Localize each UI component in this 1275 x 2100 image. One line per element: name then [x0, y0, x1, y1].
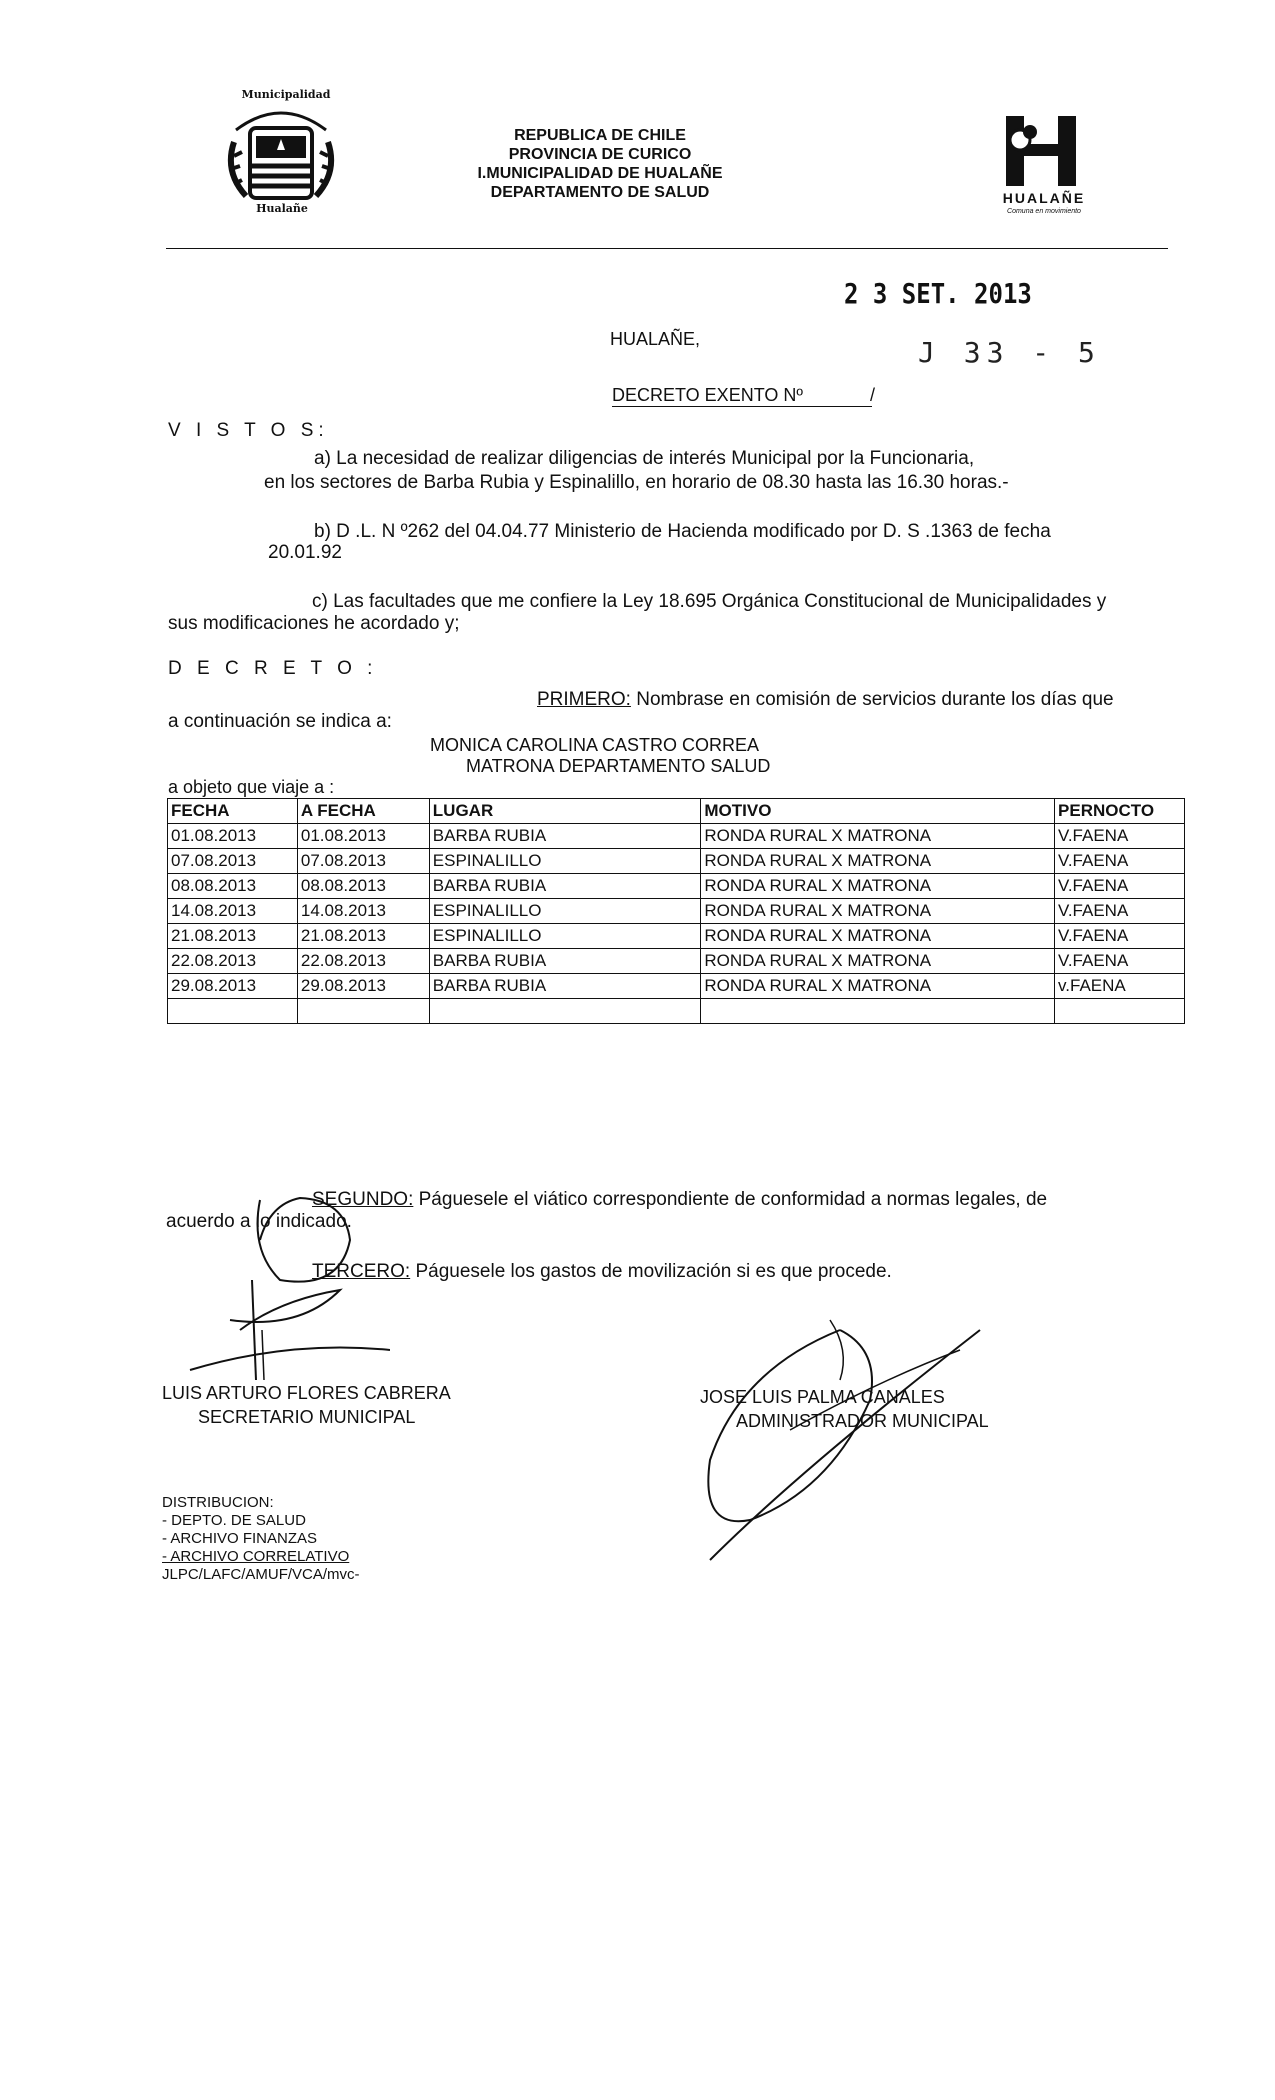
table-row: [168, 874, 1185, 899]
seal-text-top: Municipalidad: [241, 88, 331, 101]
date-stamp: 2 3 SET. 2013: [844, 277, 1032, 311]
col-header-a-fecha: A FECHA: [297, 799, 429, 824]
cell-motivo: RONDA RURAL X MATRONA: [701, 824, 1055, 849]
cell-motivo: RONDA RURAL X MATRONA: [701, 924, 1055, 949]
header-line-4: DEPARTAMENTO DE SALUD: [490, 184, 710, 201]
table-row-empty: [168, 999, 1185, 1024]
header-line-1: REPUBLICA DE CHILE: [514, 127, 686, 144]
decree-label-row: [612, 384, 876, 407]
vistos-c-line2: sus modificaciones he acordado y;: [168, 613, 460, 634]
table-row: [168, 824, 1185, 849]
cell-lugar: BARBA RUBIA: [429, 874, 701, 899]
segundo-text: Páguesele el viático correspondiente de conformidad a normas legales, de: [413, 1189, 1048, 1210]
cell-pernocto: [1055, 999, 1185, 1024]
place-label: HUALAÑE,: [610, 329, 701, 349]
primero-line: [537, 688, 1114, 711]
primero-line2: a continuación se indica a:: [168, 711, 392, 732]
objeto-line: a objeto que viaje a :: [168, 777, 335, 797]
cell-a-fecha: 22.08.2013: [297, 949, 429, 974]
cell-fecha: 29.08.2013: [168, 974, 298, 999]
right-signature-scribble: [680, 1310, 1000, 1570]
cell-a-fecha: 07.08.2013: [297, 849, 429, 874]
cell-motivo: RONDA RURAL X MATRONA: [701, 949, 1055, 974]
table-row: [168, 924, 1185, 949]
left-signature-scribble: [130, 1180, 390, 1380]
cell-lugar: ESPINALILLO: [429, 924, 701, 949]
cell-lugar: ESPINALILLO: [429, 849, 701, 874]
cell-a-fecha: 01.08.2013: [297, 824, 429, 849]
table-row: [168, 899, 1185, 924]
vistos-b-line2: 20.01.92: [268, 542, 342, 563]
right-signer-title: ADMINISTRADOR MUNICIPAL: [736, 1411, 989, 1431]
commission-table: [167, 798, 1185, 1024]
cell-fecha: 01.08.2013: [168, 824, 298, 849]
vistos-a-line1: a) La necesidad de realizar diligencias de interés Municipal por la Funcionaria,: [314, 448, 975, 469]
table-row: [168, 949, 1185, 974]
municipal-seal: [222, 88, 340, 222]
table-header-row: [168, 799, 1185, 824]
cell-lugar: BARBA RUBIA: [429, 974, 701, 999]
primero-text: Nombrase en comisión de servicios durante los días que: [630, 689, 1114, 710]
primero-label: PRIMERO:: [537, 689, 631, 710]
cell-motivo: RONDA RURAL X MATRONA: [701, 899, 1055, 924]
table-row: [168, 849, 1185, 874]
segundo-label: SEGUNDO:: [312, 1189, 414, 1210]
cell-fecha: [168, 999, 298, 1024]
cell-lugar: BARBA RUBIA: [429, 949, 701, 974]
cell-fecha: 21.08.2013: [168, 924, 298, 949]
col-header-fecha: FECHA: [168, 799, 298, 824]
vistos-c-line1: c) Las facultades que me confiere la Ley 18.695 Orgánica Constitucional de Municipalidades y: [312, 591, 1107, 612]
col-header-pernocto: PERNOCTO: [1055, 799, 1185, 824]
cell-pernocto: V.FAENA: [1055, 874, 1185, 899]
distribution-block: [162, 1494, 360, 1584]
cell-a-fecha: 08.08.2013: [297, 874, 429, 899]
header-divider: [166, 248, 1168, 249]
cell-fecha: 08.08.2013: [168, 874, 298, 899]
distribution-initials: JLPC/LAFC/AMUF/VCA/mvc-: [162, 1566, 360, 1583]
segundo-line2: acuerdo a lo indicado.: [166, 1211, 352, 1232]
cell-a-fecha: 29.08.2013: [297, 974, 429, 999]
cell-motivo: RONDA RURAL X MATRONA: [701, 849, 1055, 874]
cell-fecha: 07.08.2013: [168, 849, 298, 874]
distribution-item: - ARCHIVO FINANZAS: [162, 1530, 318, 1547]
decree-slash: /: [870, 385, 876, 405]
left-signer-title: SECRETARIO MUNICIPAL: [198, 1407, 416, 1427]
logo-tagline: Comuna en movimiento: [1007, 208, 1081, 215]
vistos-a-line2: en los sectores de Barba Rubia y Espinalillo, en horario de 08.30 hasta las 16.30 horas.-: [264, 472, 1009, 493]
cell-motivo: [701, 999, 1055, 1024]
cell-lugar: BARBA RUBIA: [429, 824, 701, 849]
header-line-2: PROVINCIA DE CURICO: [508, 146, 692, 163]
hualane-logo: [996, 110, 1092, 226]
seal-text-bottom: Hualañe: [256, 202, 308, 215]
segundo-line: [312, 1188, 1047, 1211]
right-signer-name: JOSE LUIS PALMA CANALES: [700, 1387, 945, 1407]
cell-a-fecha: [297, 999, 429, 1024]
cell-motivo: RONDA RURAL X MATRONA: [701, 874, 1055, 899]
person-name: MONICA CAROLINA CASTRO CORREA: [430, 735, 760, 755]
logo-name: HUALAÑE: [1002, 190, 1086, 206]
person-role: MATRONA DEPARTAMENTO SALUD: [466, 756, 771, 776]
cell-pernocto: V.FAENA: [1055, 899, 1185, 924]
col-header-lugar: LUGAR: [429, 799, 701, 824]
decree-label: DECRETO EXENTO Nº: [612, 385, 803, 405]
tercero-text: Páguesele los gastos de movilización si es que procede.: [410, 1261, 892, 1282]
tercero-label: TERCERO:: [312, 1261, 411, 1282]
cell-fecha: 22.08.2013: [168, 949, 298, 974]
table-row: [168, 974, 1185, 999]
cell-a-fecha: 14.08.2013: [297, 899, 429, 924]
cell-fecha: 14.08.2013: [168, 899, 298, 924]
cell-motivo: RONDA RURAL X MATRONA: [701, 974, 1055, 999]
vistos-title: V I S T O S:: [168, 420, 329, 441]
tercero-line: [312, 1260, 892, 1283]
distribution-item: - ARCHIVO CORRELATIVO: [162, 1548, 350, 1565]
decree-number-stamp: J 33 - 5: [918, 336, 1101, 369]
cell-lugar: ESPINALILLO: [429, 899, 701, 924]
header-block: [440, 126, 760, 202]
cell-pernocto: V.FAENA: [1055, 824, 1185, 849]
cell-a-fecha: 21.08.2013: [297, 924, 429, 949]
cell-pernocto: V.FAENA: [1055, 949, 1185, 974]
cell-pernocto: v.FAENA: [1055, 974, 1185, 999]
left-signer-name: LUIS ARTURO FLORES CABRERA: [162, 1383, 451, 1403]
cell-pernocto: V.FAENA: [1055, 849, 1185, 874]
cell-lugar: [429, 999, 701, 1024]
distribution-title: DISTRIBUCION:: [162, 1494, 274, 1511]
decreto-title: D E C R E T O :: [168, 658, 378, 679]
header-line-3: I.MUNICIPALIDAD DE HUALAÑE: [477, 165, 723, 182]
cell-pernocto: V.FAENA: [1055, 924, 1185, 949]
vistos-b-line1: b) D .L. N º262 del 04.04.77 Ministerio de Hacienda modificado por D. S .1363 de fecha: [314, 521, 1051, 542]
hualane-h-logo-icon: [996, 110, 1092, 190]
distribution-item: - DEPTO. DE SALUD: [162, 1512, 306, 1529]
col-header-motivo: MOTIVO: [701, 799, 1055, 824]
